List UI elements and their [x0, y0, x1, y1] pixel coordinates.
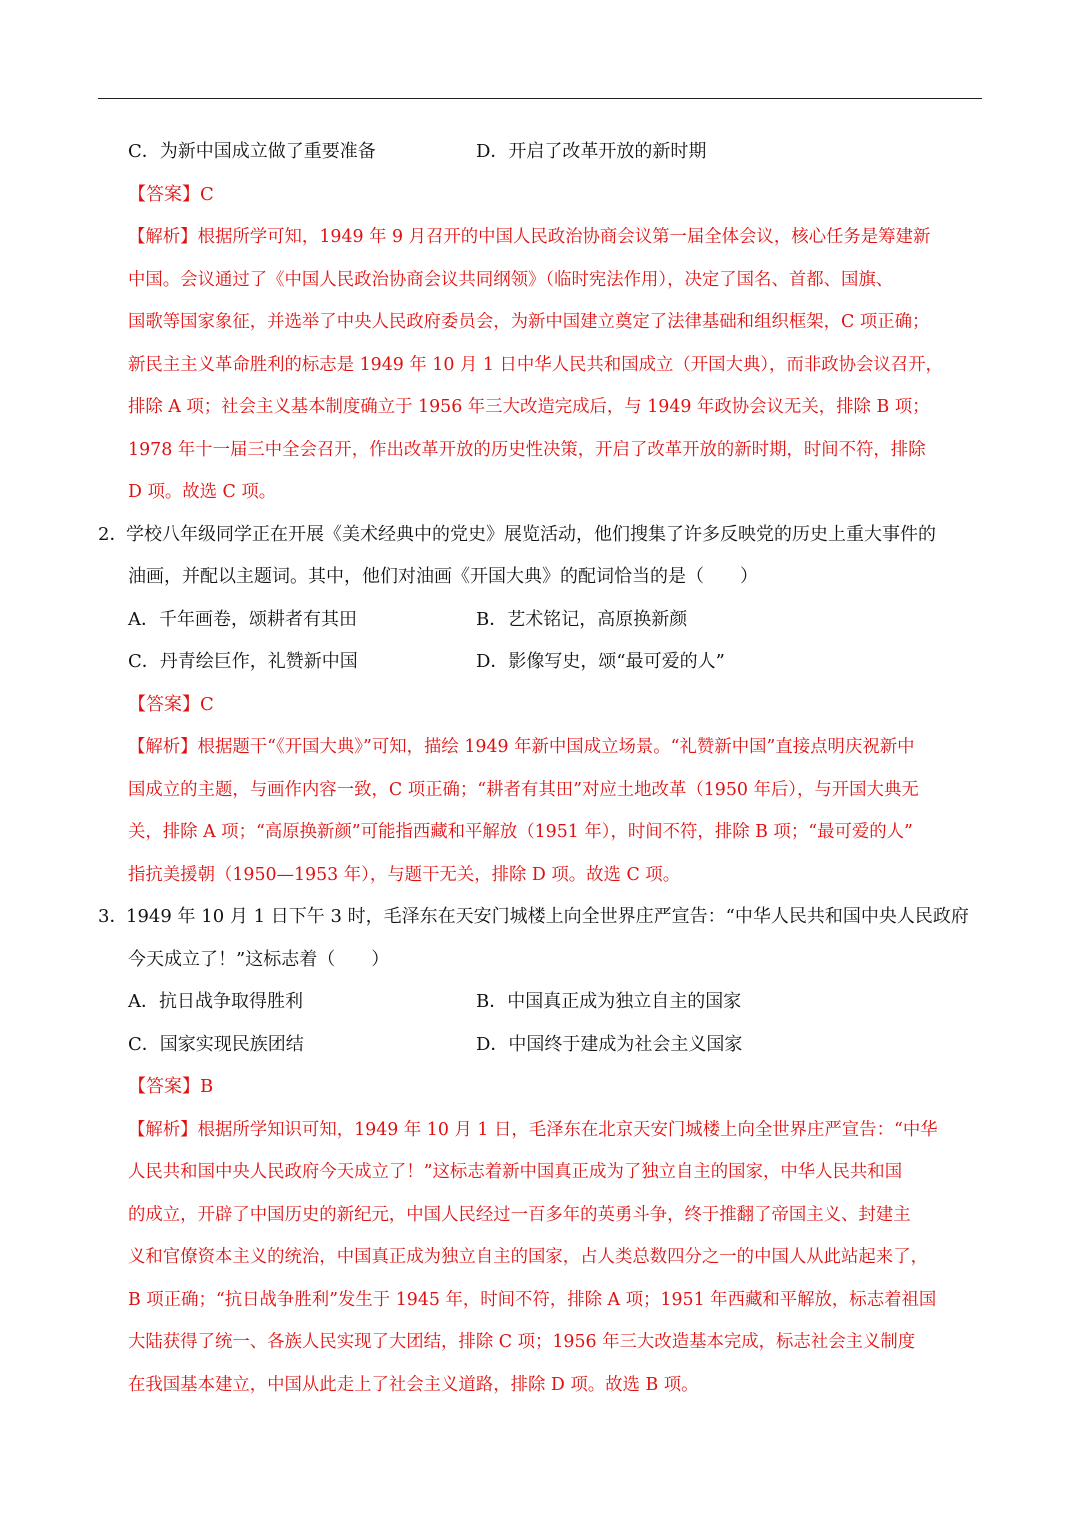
question-number: 2．: [98, 523, 128, 545]
explanation-line: B 项正确；“抗日战争胜利”发生于 1945 年，时间不符，排除 A 项；1951 年西藏和平解放，标志着祖国: [128, 1289, 937, 1310]
answer-value: C: [200, 183, 214, 205]
stem-line: 今天成立了！”这标志着（ ）: [128, 948, 390, 970]
q2-option-c: C．丹青绘巨作，礼赞新中国: [128, 651, 358, 672]
answer-tag: 【答案】: [128, 1076, 200, 1097]
q1-answer: [98, 174, 982, 217]
q2-explanation: [98, 726, 982, 896]
q2-stem: [98, 514, 982, 599]
answer-value: B: [200, 1076, 214, 1097]
answer-value: C: [200, 693, 214, 715]
q3-options-row-1: [98, 981, 982, 1024]
explanation-line: 中国。会议通过了《中国人民政治协商会议共同纲领》（临时宪法作用），决定了国名、首都、国旗、: [128, 269, 894, 290]
q3-options-row-2: [98, 1024, 982, 1067]
explanation-line: 新民主主义革命胜利的标志是 1949 年 10 月 1 日中华人民共和国成立（开国大典），而非政协会议召开，: [128, 354, 943, 375]
q2-answer: [98, 684, 982, 727]
answer-tag: 【答案】: [128, 693, 200, 715]
q2-option-b: B．艺术铭记，高原换新颜: [476, 608, 688, 630]
explanation-tag: 【解析】: [128, 1119, 198, 1140]
q1-explanation: [98, 216, 982, 514]
q3-answer: [98, 1066, 982, 1109]
q3-option-d: D．中国终于建成为社会主义国家: [476, 1033, 743, 1055]
explanation-line: 义和官僚资本主义的统治，中国真正成为独立自主的国家，占人类总数四分之一的中国人从此站起来了，: [128, 1247, 928, 1267]
explanation-line: 人民共和国中央人民政府今天成立了！”这标志着新中国真正成为了独立自主的国家，中华人民共和国: [128, 1162, 903, 1182]
q2-options-row-1: [98, 599, 982, 642]
explanation-line: 1978 年十一届三中全会召开，作出改革开放的历史性决策，开启了改革开放的新时期，时间不符，排除: [128, 439, 926, 460]
q2-option-d: D．影像写史，颂“最可爱的人”: [476, 651, 725, 672]
explanation-line: 排除 A 项；社会主义基本制度确立于 1956 年三大改造完成后，与 1949 年政协会议无关，排除 B 项；: [128, 397, 930, 417]
q2-option-a: A．千年画卷，颂耕者有其田: [128, 608, 357, 630]
explanation-line: D 项。故选 C 项。: [128, 482, 277, 502]
explanation-line: 关，排除 A 项；“高原换新颜”可能指西藏和平解放（1951 年），时间不符，排除 B 项；“最可爱的人”: [128, 822, 913, 842]
q3-stem: [98, 896, 982, 981]
question-number: 3．: [98, 906, 128, 927]
explanation-line: 根据所学知识可知，1949 年 10 月 1 日，毛泽东在北京天安门城楼上向全世界庄严宣告：“中华: [197, 1119, 938, 1140]
explanation-line: 指抗美援朝（1950—1953 年），与题干无关，排除 D 项。故选 C 项。: [128, 864, 681, 885]
stem-line: 油画，并配以主题词。其中，他们对油画《开国大典》的配词恰当的是（ ）: [128, 566, 758, 587]
explanation-line: 的成立，开辟了中国历史的新纪元，中国人民经过一百多年的英勇斗争，终于推翻了帝国主义、封建主: [128, 1204, 911, 1225]
explanation-line: 根据题干“《开国大典》”可知，描绘 1949 年新中国成立场景。“礼赞新中国”直接点明庆祝新中: [197, 737, 915, 757]
content: [98, 131, 982, 1406]
header-rule: [98, 98, 982, 99]
q1-option-d: D．开启了改革开放的新时期: [476, 141, 707, 162]
q3-option-a: A．抗日战争取得胜利: [128, 991, 303, 1012]
answer-tag: 【答案】: [128, 183, 200, 205]
explanation-line: 在我国基本建立，中国从此走上了社会主义道路，排除 D 项。故选 B 项。: [128, 1374, 699, 1395]
explanation-tag: 【解析】: [128, 227, 198, 247]
q3-explanation: [98, 1109, 982, 1407]
explanation-line: 国歌等国家象征，并选举了中央人民政府委员会，为新中国建立奠定了法律基础和组织框架，C 项正确；: [128, 312, 930, 332]
stem-line: 学校八年级同学正在开展《美术经典中的党史》展览活动，他们搜集了许多反映党的历史上重大事件的: [126, 523, 936, 545]
explanation-line: 大陆获得了统一、各族人民实现了大团结，排除 C 项；1956 年三大改造基本完成，标志社会主义制度: [128, 1332, 916, 1352]
q1-option-c: C．为新中国成立做了重要准备: [128, 141, 376, 162]
explanation-tag: 【解析】: [128, 737, 198, 757]
q2-options-row-2: [98, 641, 982, 684]
q3-option-c: C．国家实现民族团结: [128, 1033, 304, 1055]
q1-options-row: [98, 131, 982, 174]
stem-line: 1949 年 10 月 1 日下午 3 时，毛泽东在天安门城楼上向全世界庄严宣告：“中华人民共和国中央人民政府: [126, 906, 969, 927]
explanation-line: 根据所学可知，1949 年 9 月召开的中国人民政治协商会议第一届全体会议，核心任务是筹建新: [197, 227, 931, 247]
q3-option-b: B．中国真正成为独立自主的国家: [476, 991, 742, 1012]
explanation-line: 国成立的主题，与画作内容一致，C 项正确；“耕者有其田”对应土地改革（1950 年后），与开国大典无: [128, 779, 919, 800]
